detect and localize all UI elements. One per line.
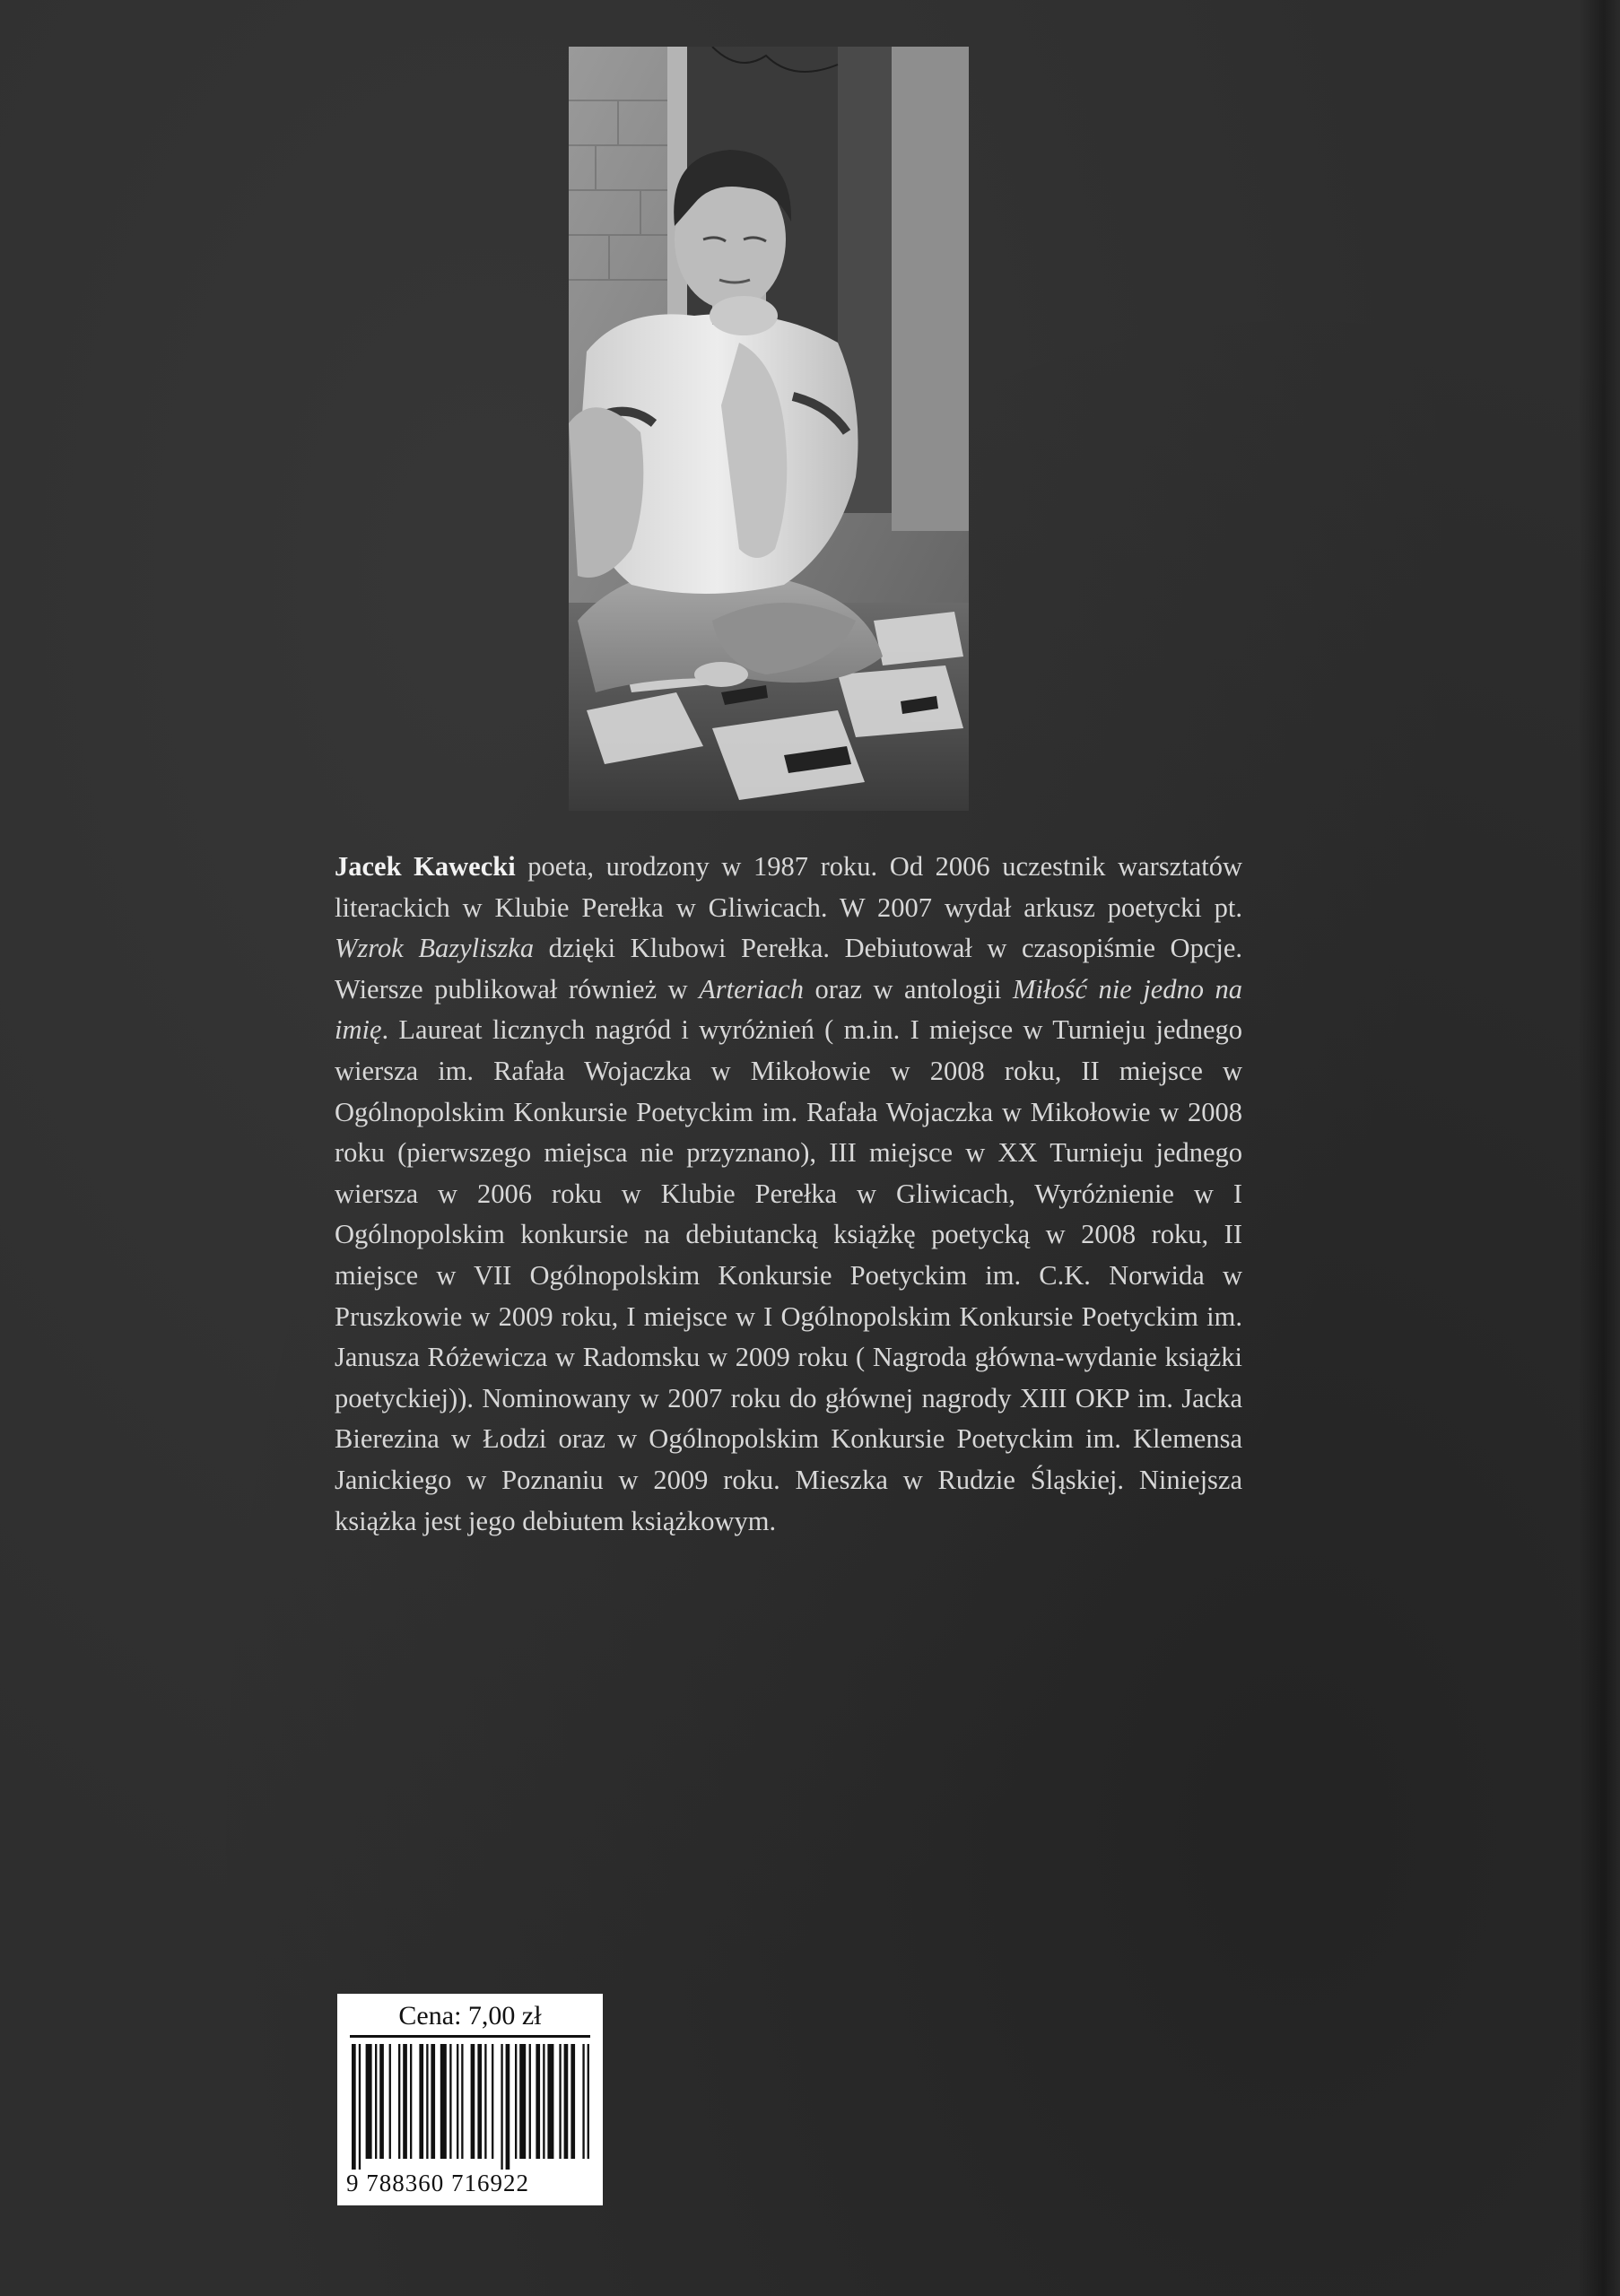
barcode-bar xyxy=(570,2044,575,2159)
barcode-bar xyxy=(379,2044,384,2159)
price-barcode-label xyxy=(337,1994,603,2205)
barcode-bar xyxy=(471,2044,475,2159)
barcode-bar xyxy=(359,2044,361,2170)
isbn-number: 9 788360 716922 xyxy=(346,2170,529,2196)
author-bio xyxy=(335,847,1242,1542)
barcode-bar xyxy=(366,2044,372,2159)
barcode-bar xyxy=(582,2044,584,2159)
barcode-bar xyxy=(403,2044,407,2159)
barcode-bar xyxy=(515,2044,517,2159)
isbn-barcode xyxy=(346,2044,594,2170)
barcode-bar xyxy=(440,2044,447,2159)
barcode-bar xyxy=(547,2044,553,2159)
barcode-bar xyxy=(529,2044,531,2159)
barcode-bar xyxy=(564,2044,569,2159)
barcode-bar xyxy=(426,2044,428,2159)
author-name: Jacek Kawecki xyxy=(335,851,516,882)
price-divider xyxy=(350,2035,590,2038)
barcode-bar xyxy=(410,2044,412,2159)
author-photo xyxy=(569,47,969,811)
barcode-bar xyxy=(501,2044,502,2170)
barcode-bar xyxy=(519,2044,526,2159)
barcode-bar xyxy=(536,2044,540,2159)
bio-text-3: oraz w antologii xyxy=(804,973,1013,1004)
bio-title-wzrok-bazyliszka: Wzrok Bazyliszka xyxy=(335,933,535,964)
barcode-bar xyxy=(419,2044,423,2159)
barcode-bar xyxy=(559,2044,561,2159)
barcode-bar xyxy=(389,2044,391,2159)
barcode-bar xyxy=(398,2044,400,2159)
price-label: Cena: 7,00 zł xyxy=(398,2001,542,2031)
barcode-bar xyxy=(352,2044,356,2170)
bio-title-arteriach: Arteriach xyxy=(699,973,805,1004)
barcode-bar xyxy=(461,2044,463,2159)
barcode-bar xyxy=(588,2044,589,2159)
bio-text-2: dzięki Klubowi Perełka. Debiutował w czasopiśmie Opcje. Wiersze publikował również w xyxy=(335,933,1242,1004)
bio-text-1: poeta, urodzony w 1987 roku. Od 2006 uczestnik warsztatów literackich w Klubie Perełka w Gliwicach. W 2007 wydał arkusz poetycki pt. xyxy=(335,851,1242,923)
bio-text-4: . Laureat licznych nagród i wyróżnień ( m.in. I miejsce w Turnieju jednego wiersza im. Rafała Wojaczka w Mikołowie w 2008 roku, II miejsce w Ogólnopolskim Konkursie Poetyckim im. Rafała Wojaczka w Mikołowie w 2008 roku (pierwszego miejsca nie przyznano), III miejsce w XX Turnieju jednego wiersza w 2006 roku w Klubie Perełka w Gliwicach, Wyróżnienie w I Ogólnopolskim konkursie na debiutancką książkę poetycką w 2008 roku, II miejsce w VII Ogólnopolskim Konkursie Poetyckim im. C.K. Norwida w Pruszkowie w 2009 roku, I miejsce w I Ogólnopolskim Konkursie Poetyckim im. Janusza Różewicza w Radomsku w 2009 roku ( Nagroda główna-wydanie książki poetyckiej)). Nominowany w 2007 roku do głównej nagrody XIII OKP im. Jacka Bierezina w Łodzi oraz w Ogólnopolskim Konkursie Poetyckim im. Klemensa Janickiego w Poznaniu w 2009 roku. Mieszka w Rudzie Śląskiej. Niniejsza książka jest jego debiutem książkowym. xyxy=(335,1014,1242,1536)
barcode-bar xyxy=(449,2044,451,2159)
barcode-bar xyxy=(506,2044,510,2170)
spine-shadow xyxy=(1579,0,1620,2296)
barcode-bar xyxy=(492,2044,493,2159)
barcode-bar xyxy=(477,2044,482,2159)
barcode-bar xyxy=(375,2044,377,2159)
barcode-bar xyxy=(484,2044,486,2159)
bio-title-milosc: Miłość nie jedno na imię xyxy=(335,973,1242,1046)
barcode-bar xyxy=(431,2044,435,2159)
barcode-bar xyxy=(457,2044,458,2159)
barcode-bar xyxy=(543,2044,544,2159)
